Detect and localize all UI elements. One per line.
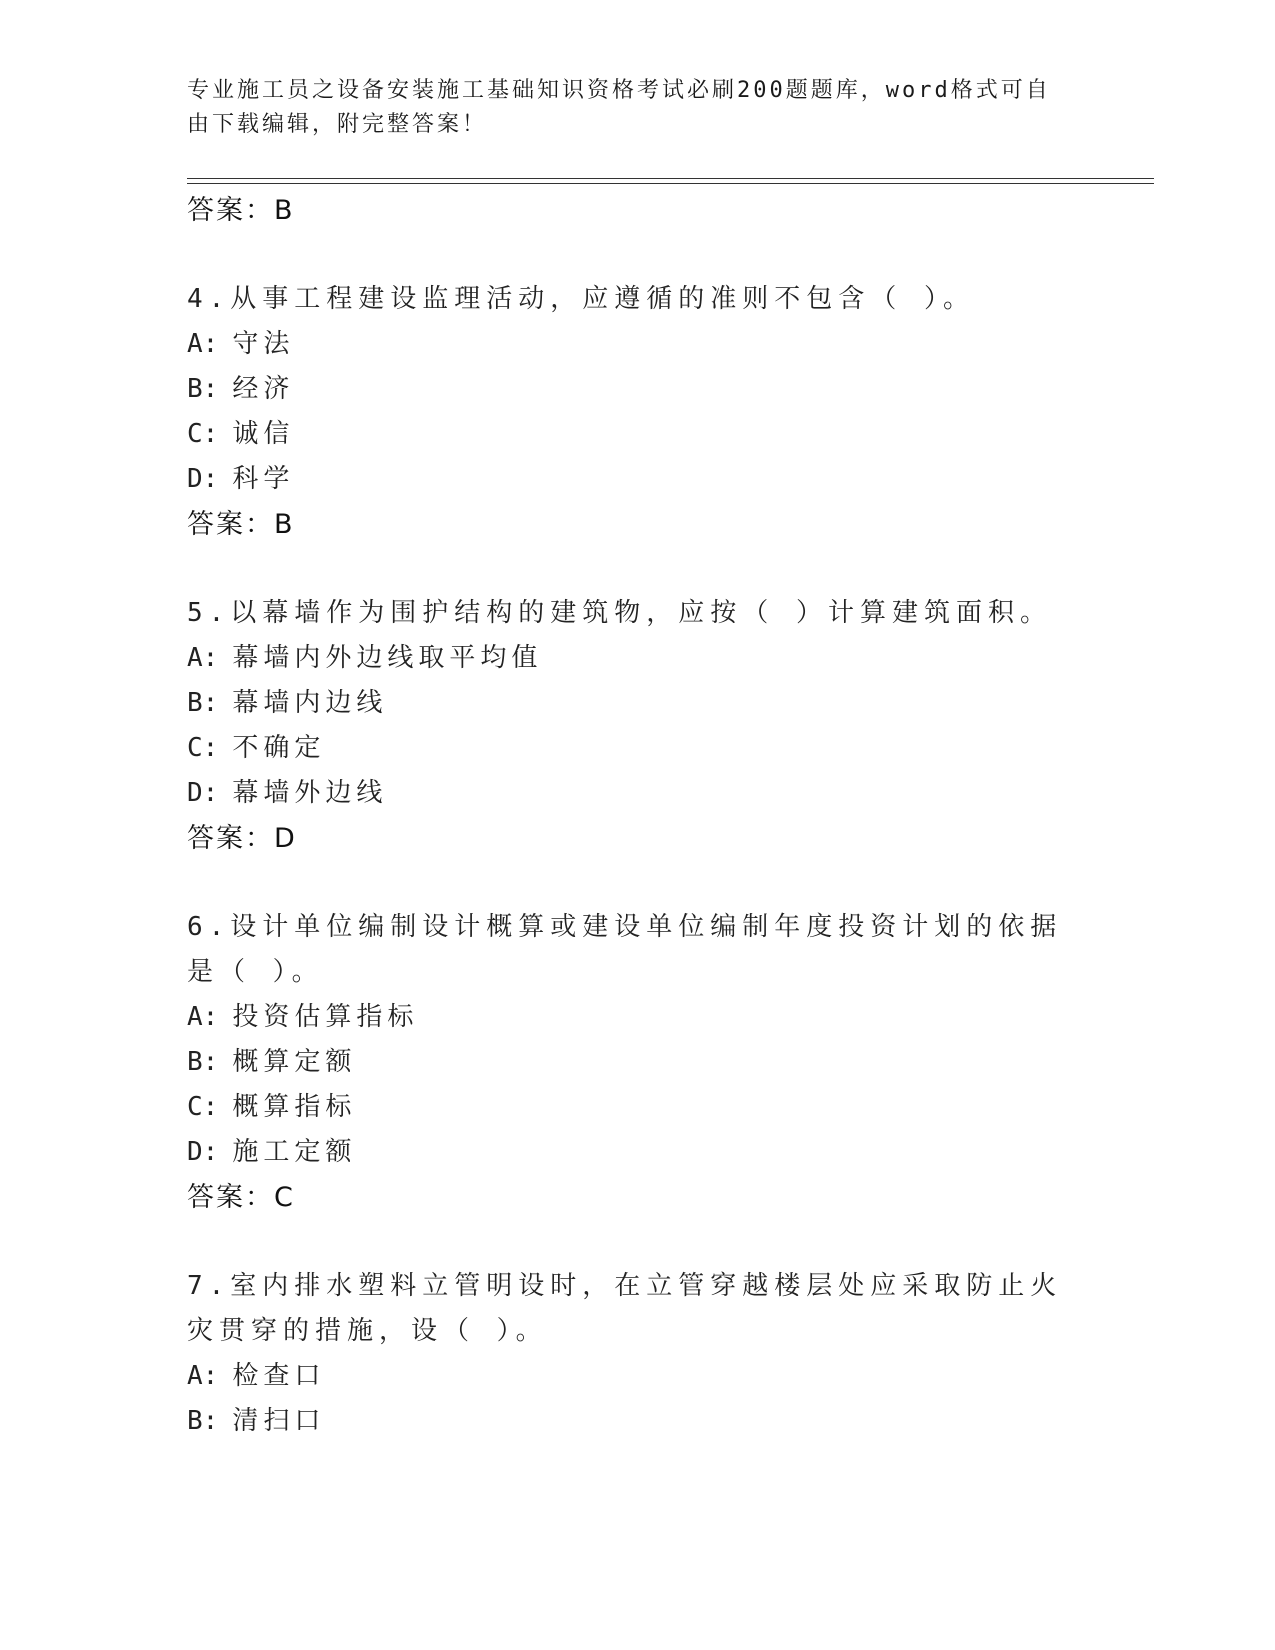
answer-line: 答案：C (187, 1182, 295, 1213)
option-text: 经济 (232, 374, 295, 404)
option-d (187, 457, 1087, 502)
option-text: 守法 (232, 329, 295, 359)
question-stem: 5.以幕墙作为围护结构的建筑物，应按（ ）计算建筑面积。 (187, 598, 1052, 628)
question-stem: 4.从事工程建设监理活动，应遵循的准则不包含（ ）。 (187, 284, 975, 314)
answer-line: 答案：B (187, 195, 295, 226)
question-stem: 6.设计单位编制设计概算或建设单位编制年度投资计划的依据是（ ）。 (187, 912, 1063, 987)
header-title: 专业施工员之设备安装施工基础知识资格考试必刷200题题库，word格式可自由下载编辑，附完整答案！ (187, 78, 1051, 137)
document-header (187, 74, 1067, 142)
option-letter: D: (187, 464, 219, 494)
option-text: 施工定额 (232, 1137, 357, 1167)
header-divider-bottom (187, 183, 1154, 184)
option-text: 清扫口 (232, 1406, 326, 1436)
option-b (187, 1040, 1087, 1085)
answer-line: 答案：D (187, 823, 297, 854)
option-c (187, 1085, 1087, 1130)
option-letter: B: (187, 1047, 219, 1077)
option-text: 诚信 (232, 419, 295, 449)
option-letter: C: (187, 419, 219, 449)
option-a (187, 995, 1087, 1040)
option-text: 投资估算指标 (232, 1002, 419, 1032)
question-list (187, 188, 1087, 1444)
option-letter: A: (187, 1361, 219, 1391)
option-text: 幕墙内边线 (232, 688, 388, 718)
option-letter: A: (187, 329, 219, 359)
option-a (187, 636, 1087, 681)
question-item (187, 905, 1087, 1220)
option-letter: B: (187, 688, 219, 718)
question-item (187, 1264, 1087, 1444)
option-c (187, 412, 1087, 457)
option-d (187, 771, 1087, 816)
option-letter: C: (187, 1092, 219, 1122)
question-item (187, 277, 1087, 547)
question-stem: 7.室内排水塑料立管明设时，在立管穿越楼层处应采取防止火灾贯穿的措施，设（ ）。 (187, 1271, 1063, 1346)
option-b (187, 681, 1087, 726)
option-text: 概算定额 (232, 1047, 357, 1077)
question-item (187, 591, 1087, 861)
option-letter: D: (187, 1137, 219, 1167)
option-text: 不确定 (232, 733, 326, 763)
option-text: 科学 (232, 464, 295, 494)
option-text: 幕墙外边线 (232, 778, 388, 808)
option-letter: A: (187, 1002, 219, 1032)
option-c (187, 726, 1087, 771)
option-a (187, 1354, 1087, 1399)
option-text: 幕墙内外边线取平均值 (232, 643, 543, 673)
option-letter: D: (187, 778, 219, 808)
option-a (187, 322, 1087, 367)
option-b (187, 367, 1087, 412)
header-divider-top (187, 178, 1154, 179)
option-text: 检查口 (232, 1361, 326, 1391)
option-d (187, 1130, 1087, 1175)
option-letter: A: (187, 643, 219, 673)
option-letter: B: (187, 1406, 219, 1436)
option-letter: C: (187, 733, 219, 763)
answer-line: 答案：B (187, 509, 295, 540)
option-b (187, 1399, 1087, 1444)
option-letter: B: (187, 374, 219, 404)
option-text: 概算指标 (232, 1092, 357, 1122)
